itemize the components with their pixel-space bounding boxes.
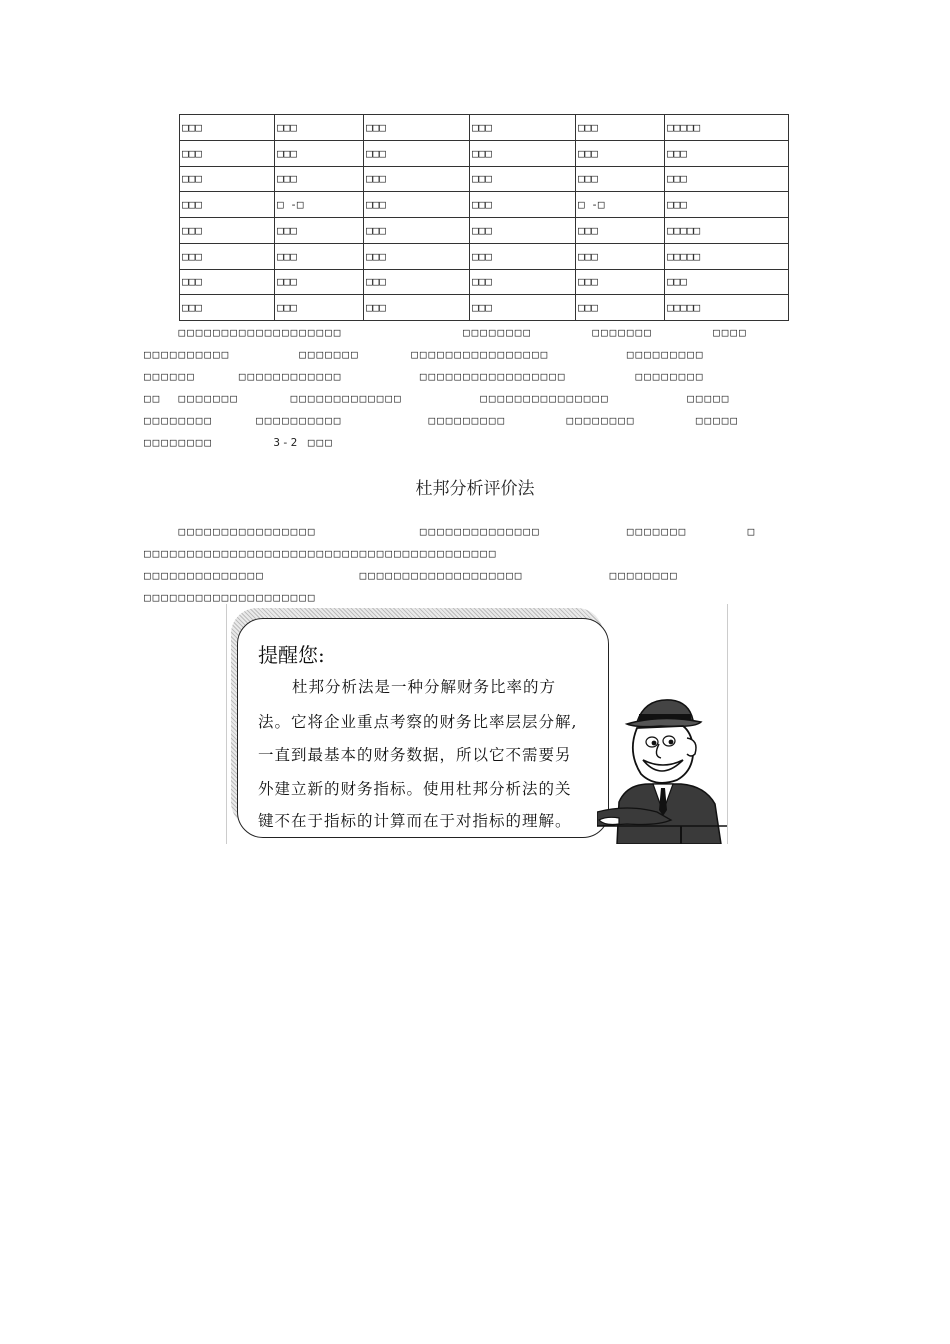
table-cell: □□□ (665, 166, 789, 192)
table-row (180, 269, 789, 295)
table-cell: □□□ (275, 243, 364, 269)
data-table (179, 114, 789, 321)
table-cell: □□□ (576, 269, 665, 295)
table-cell: □□□ (364, 218, 470, 244)
table-cell: □□□ (470, 166, 576, 192)
paragraph-line: □□□□□□ □□□□□□□□□□□□ □□□□□□□□□□□□□□□□□ □□□□□□□□ (144, 370, 705, 383)
table-cell: □□□ (576, 243, 665, 269)
table-cell: □□□□□ (665, 218, 789, 244)
reminder-illustration (226, 604, 728, 844)
table-row (180, 166, 789, 192)
table-cell: □□□ (180, 140, 275, 166)
paragraph-line: □□□□□□□□□□□□□□□□ □□□□□□□□□□□□□□ □□□□□□□ □ (144, 525, 757, 538)
table-cell: □□□□□ (665, 115, 789, 141)
table-cell: □□□ (576, 140, 665, 166)
table-cell: □ -□ (275, 192, 364, 218)
table-cell: □□□ (470, 115, 576, 141)
reminder-title: 提醒您: (258, 643, 325, 667)
table-cell: □□□ (180, 243, 275, 269)
table-cell: □□□ (275, 166, 364, 192)
table-cell: □□□ (470, 218, 576, 244)
table-cell: □□□ (665, 140, 789, 166)
table-cell: □□□ (364, 192, 470, 218)
table-cell: □□□ (180, 166, 275, 192)
table-cell: □□□ (364, 243, 470, 269)
table-cell: □□□ (665, 269, 789, 295)
table-cell: □□□ (576, 166, 665, 192)
table-cell: □□□ (470, 269, 576, 295)
table-cell: □□□ (364, 269, 470, 295)
table-cell: □□□ (364, 166, 470, 192)
reminder-line: 法。它将企业重点考察的财务比率层层分解, (258, 713, 578, 731)
reminder-line: 杜邦分析法是一种分解财务比率的方 (292, 678, 557, 696)
table-cell: □□□ (275, 115, 364, 141)
table-cell: □□□ (180, 115, 275, 141)
paragraph-line: □□□□□□□□ □□□□□□□□□□ □□□□□□□□□ □□□□□□□□ □□□□□ (144, 414, 739, 427)
table-cell: □□□ (470, 192, 576, 218)
table-cell: □□□ (275, 269, 364, 295)
table-cell: □□□ (470, 140, 576, 166)
reminder-line: 键不在于指标的计算而在于对指标的理解。 (258, 812, 572, 830)
paragraph-line: □□□□□□□□□□□□□□□□□□□□□□□□□□□□□□□□□□□□□□□□□ (144, 547, 498, 560)
table-cell: □□□ (576, 218, 665, 244)
table-cell: □□□ (364, 115, 470, 141)
table-row (180, 218, 789, 244)
table-cell: □□□ (180, 295, 275, 321)
table-cell: □□□ (180, 192, 275, 218)
section-heading: 杜邦分析评价法 (415, 479, 535, 499)
table-cell: □□□ (665, 192, 789, 218)
cartoon-man-icon (597, 692, 727, 844)
table-cell: □□□ (576, 115, 665, 141)
table-cell: □□□ (470, 243, 576, 269)
paragraph-line: □□□□□□□□□□□□□□□□□□□□ (144, 591, 317, 604)
table-cell: □□□□□ (665, 243, 789, 269)
table-row (180, 140, 789, 166)
table-cell: □□□ (275, 218, 364, 244)
paragraph-line: □□□□□□□□□□□□□□□□□□□ □□□□□□□□ □□□□□□□ □□□□ (144, 326, 748, 339)
table-cell: □□□ (180, 269, 275, 295)
reminder-line: 一直到最基本的财务数据，所以它不需要另 (258, 746, 572, 764)
table-row (180, 192, 789, 218)
table-cell: □□□ (275, 295, 364, 321)
table-cell: □□□ (470, 295, 576, 321)
speech-bubble (237, 618, 609, 838)
paragraph-line: □□□□□□□□ 3-2 □□□ (144, 436, 334, 449)
paragraph-line: □□□□□□□□□□ □□□□□□□ □□□□□□□□□□□□□□□□ □□□□□□□□□ (144, 348, 705, 361)
table-cell: □□□ (180, 218, 275, 244)
table-row (180, 115, 789, 141)
table-cell: □□□ (364, 140, 470, 166)
table-cell: □□□ (576, 295, 665, 321)
paragraph-line: □□ □□□□□□□ □□□□□□□□□□□□□ □□□□□□□□□□□□□□□ □□□□□ (144, 392, 731, 405)
reminder-line: 外建立新的财务指标。使用杜邦分析法的关 (258, 780, 572, 798)
table-row (180, 243, 789, 269)
table-row (180, 295, 789, 321)
table-cell: □□□ (364, 295, 470, 321)
paragraph-line: □□□□□□□□□□□□□□ □□□□□□□□□□□□□□□□□□□ □□□□□□□□ (144, 569, 679, 582)
table-cell: □□□□□ (665, 295, 789, 321)
table-cell: □□□ (275, 140, 364, 166)
table-cell: □ -□ (576, 192, 665, 218)
